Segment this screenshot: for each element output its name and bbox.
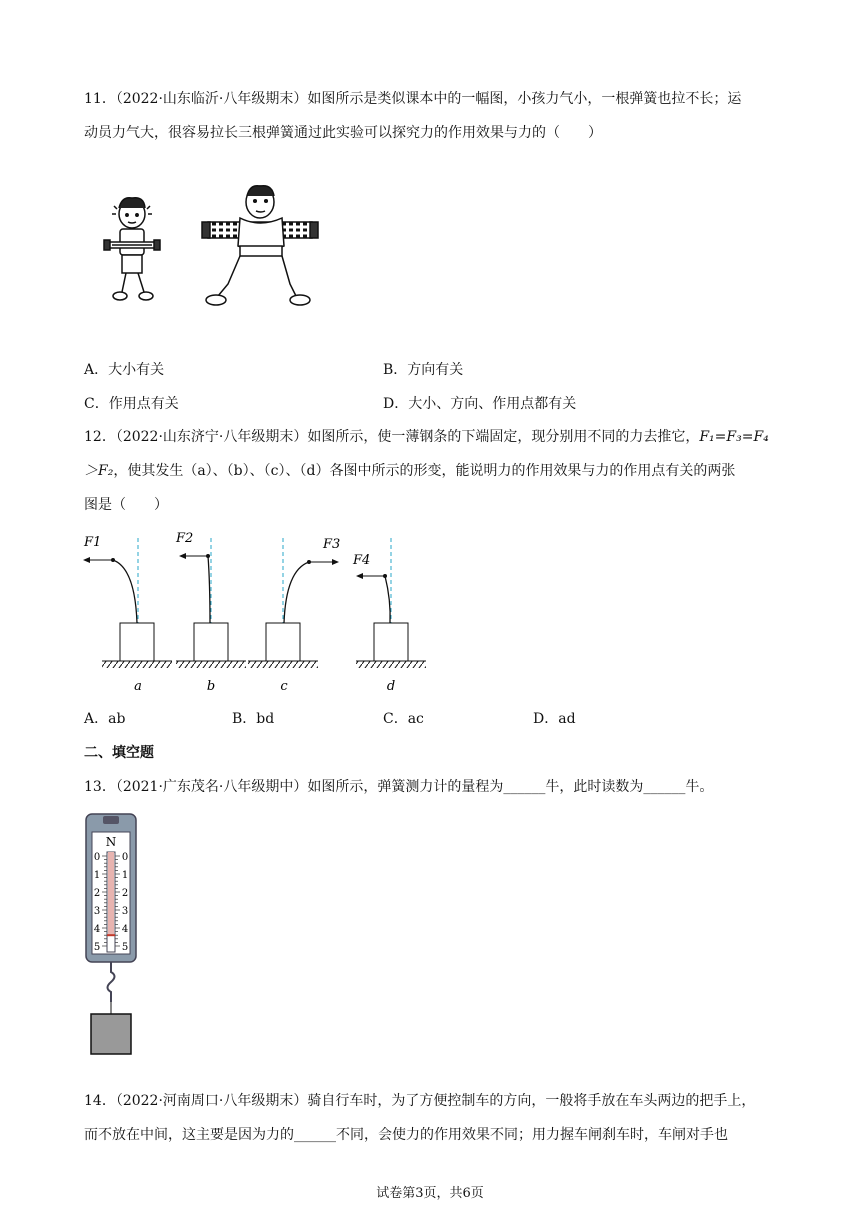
q11-option-d: D．大小、方向、作用点都有关 <box>383 396 577 412</box>
q12-figure-steel-strips <box>80 528 440 698</box>
scale-top-ring <box>103 816 119 824</box>
q14-line-1: 14．（2022·河南周口·八年级期末）骑自行车时，为了方便控制车的方向，一般将手放在车头两边的把手上， <box>84 1093 756 1109</box>
strip-c <box>248 537 340 694</box>
caption-b: b <box>206 679 216 694</box>
q11-option-a: A．大小有关 <box>84 362 165 378</box>
scale-label-left: 0 <box>93 852 101 863</box>
q14-line-2: 而不放在中间，这主要是因为力的______不同，会使力的作用效果不同；用力握车闸刹车时，车闸对手也 <box>84 1127 728 1143</box>
scale-label-right: 1 <box>121 870 129 881</box>
scale-label-right: 4 <box>121 924 129 935</box>
q12-line-2 <box>84 461 735 481</box>
caption-c: c <box>280 679 288 694</box>
q12-line-2-text: ，使其发生（a）、（b）、（c）、（d）各图中所示的形变，能说明力的作用效果与力的作用点有关的两张 <box>113 463 736 479</box>
q12-line-1 <box>84 427 769 447</box>
q12-line-1-text: 12．（2022·山东济宁·八年级期末）如图所示，使一薄钢条的下端固定，现分别用不同的力去推它， <box>84 429 700 445</box>
force-label-f1: F1 <box>84 535 102 550</box>
q12-force-compare: ＞F₂ <box>84 463 114 479</box>
q11-option-c: C．作用点有关 <box>84 396 179 412</box>
q11-line-1: 11．（2022·山东临沂·八年级期末）如图所示是类似课本中的一幅图，小孩力气小，一根弹簧也拉不长；运 <box>84 91 742 107</box>
q11-figure-child-and-athlete <box>100 184 325 314</box>
page-footer: 试卷第3页，共6页 <box>376 1186 484 1201</box>
section-title-fill-in: 二、填空题 <box>84 745 154 761</box>
scale-unit: N <box>105 835 117 849</box>
q12-option-a: A．ab <box>84 711 126 727</box>
force-label-f2: F2 <box>176 531 194 546</box>
q12-force-relation: F₁=F₃=F₄ <box>699 429 769 445</box>
scale-hook <box>108 962 115 1002</box>
scale-label-right: 2 <box>121 888 129 899</box>
q12-option-c: C．ac <box>383 711 424 727</box>
q13-spring-scale <box>84 812 144 1062</box>
scale-label-right: 0 <box>121 852 129 863</box>
scale-pointer <box>108 852 114 935</box>
hanging-weight <box>91 1014 131 1054</box>
scale-label-left: 3 <box>93 906 101 917</box>
scale-label-left: 4 <box>93 924 101 935</box>
force-label-f3: F3 <box>323 537 341 552</box>
q11-line-2: 动员力气大，很容易拉长三根弹簧通过此实验可以探究力的作用效果与力的（ ） <box>84 125 602 141</box>
q12-line-3: 图是（ ） <box>84 497 168 513</box>
scale-label-left: 1 <box>93 870 101 881</box>
caption-d: d <box>386 679 396 694</box>
force-label-f4: F4 <box>353 553 371 568</box>
scale-label-right: 5 <box>121 942 129 953</box>
q12-option-d: D．ad <box>533 711 576 727</box>
athlete-illustration <box>202 186 318 305</box>
q13-line-1: 13．（2021·广东茂名·八年级期中）如图所示，弹簧测力计的量程为______牛，此时读数为______牛。 <box>84 779 714 795</box>
scale-label-right: 3 <box>121 906 129 917</box>
strip-d <box>352 538 426 694</box>
caption-a: a <box>134 679 142 694</box>
q12-option-b: B．bd <box>232 711 275 727</box>
scale-label-left: 5 <box>93 942 101 953</box>
strip-a <box>83 535 172 694</box>
q11-option-b: B．方向有关 <box>383 362 464 378</box>
strip-b <box>175 531 246 694</box>
child-illustration <box>104 198 160 300</box>
scale-label-left: 2 <box>93 888 101 899</box>
